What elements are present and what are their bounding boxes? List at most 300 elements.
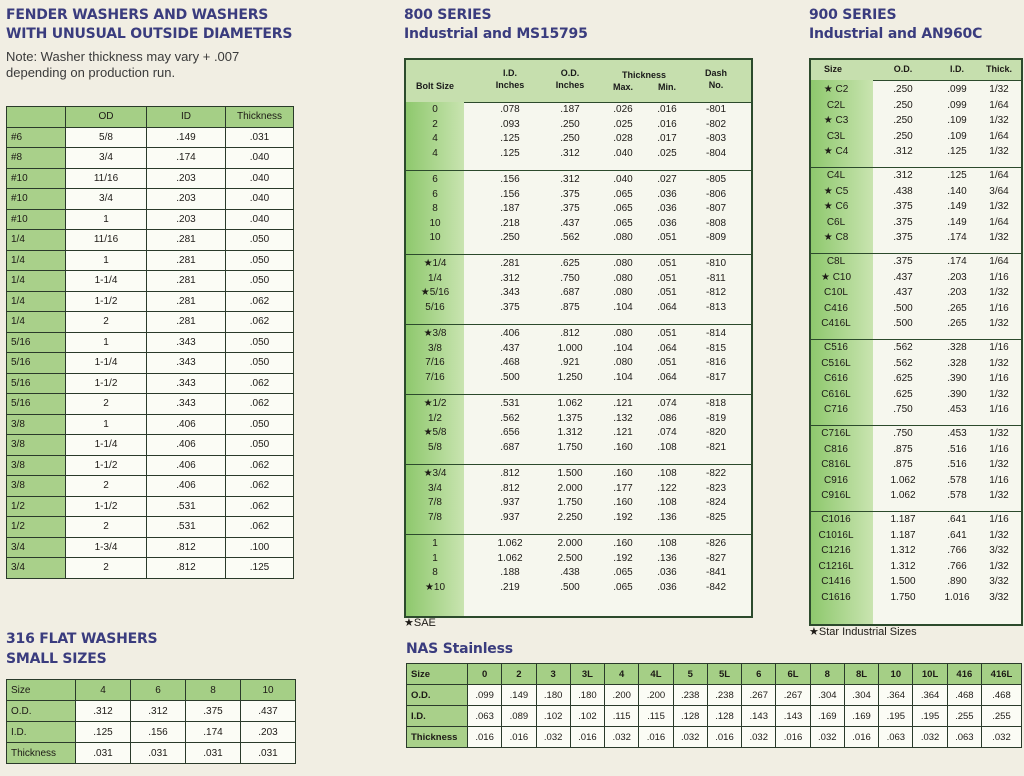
table-cell: .016: [776, 727, 810, 748]
table-row: [406, 497, 751, 511]
table-cell: .195: [879, 706, 913, 727]
table-cell: .281: [147, 291, 226, 312]
table-cell: -807: [705, 203, 726, 215]
bolt-size-cell: 2: [432, 118, 438, 130]
bolt-size-cell: ★10: [424, 581, 446, 593]
table-cell: .149: [502, 685, 536, 706]
table-cell: .812: [147, 537, 226, 558]
table-cell: .125: [947, 170, 967, 181]
size-cell: ★ C5: [823, 185, 849, 197]
group-divider: [811, 253, 1021, 254]
table-cell: .143: [742, 706, 776, 727]
table-cell: -821: [705, 441, 726, 453]
table-cell: -814: [705, 328, 726, 339]
column-header: Thick.: [985, 64, 1012, 74]
table-cell: .390: [947, 373, 967, 385]
table-cell: -805: [705, 174, 726, 185]
column-header: Inches: [555, 80, 585, 90]
size-cell: C1216L: [818, 560, 854, 572]
table-cell: 1.016: [944, 592, 970, 603]
table-cell: .032: [673, 727, 707, 748]
table-cell: 1/32: [989, 357, 1009, 369]
column-header: 4L: [639, 664, 673, 685]
column-header: Thickness: [621, 70, 667, 80]
column-header: 2: [502, 664, 536, 685]
table-cell: .040: [613, 174, 633, 185]
table-cell: 1/16: [989, 271, 1009, 283]
table-cell: .188: [500, 567, 520, 579]
table-row: [7, 537, 294, 558]
table-cell: -804: [705, 147, 726, 159]
table-row: [406, 398, 751, 412]
table-cell: .051: [657, 287, 677, 299]
table-cell: .125: [500, 133, 520, 145]
table-cell: .468: [981, 685, 1021, 706]
table-cell: .375: [893, 232, 913, 244]
table-cell: -822: [705, 468, 726, 479]
table-cell: .080: [613, 287, 633, 299]
table-row: [406, 442, 751, 456]
table-cell: .016: [707, 727, 741, 748]
table-cell: 1-3/4: [66, 537, 147, 558]
table-cell: .050: [226, 230, 294, 251]
bolt-size-cell: 3/8: [7, 476, 66, 497]
table-row: [7, 168, 294, 189]
table-cell: .312: [500, 272, 520, 284]
table-cell: .062: [226, 394, 294, 415]
column-header: 10: [241, 680, 296, 701]
table-cell: .437: [893, 287, 913, 299]
table-row: [811, 514, 1021, 528]
table-cell: .074: [657, 398, 677, 409]
table-row: [811, 490, 1021, 504]
table-cell: .050: [226, 353, 294, 374]
bolt-size-cell: 3/4: [7, 558, 66, 579]
size-cell: C2L: [826, 99, 846, 111]
bolt-size-cell: #10: [7, 189, 66, 210]
size-cell: C616L: [821, 388, 851, 400]
table-cell: 1.000: [557, 342, 583, 354]
bolt-size-cell: 3/4: [7, 537, 66, 558]
table-cell: .375: [560, 188, 580, 200]
table-cell: 2: [66, 558, 147, 579]
table-cell: .064: [657, 301, 677, 313]
fender-note-line1: Note: Washer thickness may vary + .007: [6, 49, 240, 64]
fender-note-line2: depending on production run.: [6, 65, 176, 80]
table-cell: 1.375: [557, 412, 583, 424]
table-row: [406, 218, 751, 232]
column-header: 8: [186, 680, 241, 701]
table-cell: .304: [844, 685, 878, 706]
table-cell: .453: [947, 404, 967, 416]
table-row: [811, 358, 1021, 372]
row-label: I.D.: [7, 722, 76, 743]
table-row: [406, 287, 751, 301]
table-cell: -841: [705, 567, 726, 579]
table-header-row: [7, 107, 294, 128]
table-cell: 1/64: [989, 256, 1009, 267]
table-cell: .192: [613, 511, 633, 523]
table-cell: -816: [705, 357, 726, 369]
size-cell: ★ C2: [823, 84, 849, 95]
table-cell: 1.062: [890, 490, 916, 502]
table-cell: .312: [893, 146, 913, 158]
table-cell: 1/32: [989, 388, 1009, 400]
table-cell: .390: [947, 388, 967, 400]
table-row: [7, 353, 294, 374]
row-label: Thickness: [407, 727, 468, 748]
bolt-size-cell: 8: [432, 567, 438, 579]
column-header: Dash: [704, 68, 727, 78]
size-cell: C716L: [821, 428, 851, 439]
table-row: [7, 455, 294, 476]
table-cell: .578: [947, 490, 967, 502]
table-cell: .036: [657, 188, 677, 200]
table-row: [406, 468, 751, 482]
table-cell: .143: [776, 706, 810, 727]
table-row: [406, 104, 751, 118]
table-row: [811, 318, 1021, 332]
table-cell: .036: [657, 581, 677, 593]
table-cell: 1/32: [989, 490, 1009, 502]
bolt-size-cell: 1: [432, 552, 438, 564]
table-header-row: [7, 680, 296, 701]
table-row: [406, 553, 751, 567]
bolt-size-cell: #10: [7, 209, 66, 230]
column-header: 416: [947, 664, 981, 685]
table-cell: .250: [893, 130, 913, 142]
bolt-size-cell: 1/4: [7, 312, 66, 333]
table-cell: .115: [639, 706, 673, 727]
table-cell: .062: [226, 373, 294, 394]
table-cell: 2: [66, 312, 147, 333]
table-cell: .238: [673, 685, 707, 706]
table-cell: -826: [705, 538, 726, 549]
table-cell: .406: [147, 414, 226, 435]
table-row: [7, 373, 294, 394]
table-cell: .136: [657, 511, 677, 523]
table-cell: .080: [613, 357, 633, 369]
table-cell: .050: [226, 271, 294, 292]
table-cell: .255: [947, 706, 981, 727]
table-cell: .468: [947, 685, 981, 706]
bolt-size-cell: 4: [432, 147, 438, 159]
table-cell: .099: [947, 99, 967, 111]
bolt-size-cell: ★1/2: [423, 398, 447, 409]
table-cell: .766: [947, 560, 967, 572]
table-cell: 1-1/4: [66, 271, 147, 292]
table-cell: .562: [893, 357, 913, 369]
table-cell: .875: [893, 443, 913, 455]
table-cell: 1/16: [989, 302, 1009, 314]
table-cell: .108: [657, 538, 677, 549]
size-cell: C916L: [821, 490, 851, 502]
table-cell: .562: [560, 232, 580, 244]
table-cell: .180: [570, 685, 604, 706]
table-cell: .174: [186, 722, 241, 743]
table-cell: .281: [147, 230, 226, 251]
table-cell: .375: [893, 201, 913, 213]
table-row: [406, 512, 751, 526]
table-cell: -813: [705, 301, 726, 313]
column-header: 5L: [707, 664, 741, 685]
table-cell: .312: [560, 174, 580, 185]
table-cell: 1.062: [497, 552, 523, 564]
table-cell: 1/16: [989, 474, 1009, 486]
table-cell: .406: [147, 455, 226, 476]
table-cell: .036: [657, 217, 677, 229]
table-cell: -808: [705, 217, 726, 229]
bolt-size-cell: ★3/8: [423, 328, 447, 339]
bolt-size-cell: 3/8: [7, 455, 66, 476]
table-cell: .375: [560, 203, 580, 215]
column-header: Size: [823, 64, 842, 74]
bolt-size-cell: 3/4: [428, 482, 442, 494]
table-cell: .065: [613, 188, 633, 200]
group-divider: [406, 254, 751, 255]
table-cell: .750: [893, 428, 913, 439]
table-cell: .203: [147, 168, 226, 189]
table-cell: .016: [844, 727, 878, 748]
table-cell: -806: [705, 188, 726, 200]
bolt-size-cell: 8: [432, 203, 438, 215]
column-header: No.: [708, 80, 724, 90]
table-cell: .121: [613, 427, 633, 439]
bolt-size-cell: 1/4: [7, 250, 66, 271]
column-header: [7, 107, 66, 128]
group-divider: [406, 324, 751, 325]
table-cell: .040: [226, 148, 294, 169]
table-cell: .062: [226, 517, 294, 538]
table-cell: .255: [981, 706, 1021, 727]
table-row: [811, 100, 1021, 114]
table-cell: .312: [76, 701, 131, 722]
table-cell: 1.500: [557, 468, 583, 479]
column-header: Size: [407, 664, 468, 685]
nas-title: NAS Stainless: [406, 641, 513, 657]
table-cell: .063: [947, 727, 981, 748]
column-header: O.D.: [893, 64, 913, 74]
table-row: [7, 291, 294, 312]
table-cell: 1.250: [557, 371, 583, 383]
group-divider: [811, 167, 1021, 168]
table-cell: .250: [893, 84, 913, 95]
table-cell: .174: [147, 148, 226, 169]
table-cell: .028: [613, 133, 633, 145]
table-row: [406, 119, 751, 133]
size-cell: C516: [824, 342, 848, 353]
bolt-size-cell: 1/2: [7, 517, 66, 538]
table-cell: .050: [226, 435, 294, 456]
bolt-size-cell: 7/8: [428, 497, 442, 509]
group-divider: [811, 339, 1021, 340]
table-cell: .062: [226, 455, 294, 476]
bolt-size-cell: 5/16: [7, 353, 66, 374]
row-label: I.D.: [407, 706, 468, 727]
table-row: [7, 476, 294, 497]
table-cell: 1/32: [989, 232, 1009, 244]
table-row: [811, 287, 1021, 301]
column-header: 0: [468, 664, 502, 685]
table-row: [811, 444, 1021, 458]
column-header: I.D.: [502, 68, 517, 78]
table-row: [406, 357, 751, 371]
table-cell: .343: [500, 287, 520, 299]
table-cell: .375: [893, 216, 913, 228]
table-cell: .203: [147, 189, 226, 210]
size-cell: C916: [824, 474, 848, 486]
table-cell: .500: [893, 302, 913, 314]
table-cell: 11/16: [66, 168, 147, 189]
table-cell: .687: [500, 441, 520, 453]
table-cell: .156: [500, 188, 520, 200]
table-cell: .051: [657, 232, 677, 244]
table-cell: .125: [947, 146, 967, 158]
table-row: [811, 303, 1021, 317]
table-cell: .027: [657, 174, 677, 185]
bolt-size-cell: 7/16: [425, 357, 445, 369]
table-row: [811, 475, 1021, 489]
table-row: [811, 561, 1021, 575]
table-cell: .218: [500, 217, 520, 229]
bolt-size-cell: 3/8: [7, 435, 66, 456]
table-cell: .750: [560, 272, 580, 284]
table-cell: .250: [893, 99, 913, 111]
table-cell: -809: [705, 232, 726, 244]
table-cell: .562: [893, 342, 913, 353]
table-cell: 2: [66, 476, 147, 497]
table-cell: .040: [226, 168, 294, 189]
table-row: [811, 342, 1021, 356]
table-cell: 1/32: [989, 560, 1009, 572]
s900-title-line2: Industrial and AN960C: [809, 26, 983, 42]
table-cell: .064: [657, 371, 677, 383]
table-cell: .031: [76, 743, 131, 764]
table-cell: .051: [657, 258, 677, 269]
table-cell: .625: [893, 373, 913, 385]
bolt-size-cell: 1/4: [428, 272, 442, 284]
table-cell: -825: [705, 511, 726, 523]
table-row: [406, 567, 751, 581]
table-row: [7, 271, 294, 292]
table-cell: .031: [226, 127, 294, 148]
table-cell: .625: [893, 388, 913, 400]
column-header: Size: [7, 680, 76, 701]
size-cell: C1416: [821, 576, 851, 588]
table-row: [407, 706, 1022, 727]
table-row: [811, 592, 1021, 606]
table-cell: .267: [742, 685, 776, 706]
table-cell: .562: [500, 412, 520, 424]
table-cell: .121: [613, 398, 633, 409]
table-row: [406, 302, 751, 316]
table-row: [406, 372, 751, 386]
table-cell: 1.187: [890, 529, 916, 541]
table-cell: .109: [947, 115, 967, 127]
size-cell: C816: [824, 443, 848, 455]
table-cell: .016: [570, 727, 604, 748]
table-cell: .238: [707, 685, 741, 706]
table-cell: 3/32: [989, 576, 1009, 588]
table-cell: .375: [893, 256, 913, 267]
table-cell: .062: [226, 496, 294, 517]
group-divider: [406, 170, 751, 171]
column-header: Thickness: [226, 107, 294, 128]
table-cell: -811: [706, 272, 726, 284]
table-cell: .177: [613, 482, 633, 494]
size-cell: C10L: [824, 287, 848, 299]
column-header: Bolt Size: [415, 81, 454, 91]
column-header: Inches: [495, 80, 525, 90]
size-cell: ★ C4: [823, 146, 849, 158]
s800-title-line1: 800 SERIES: [404, 7, 492, 23]
size-cell: C716: [824, 404, 848, 416]
table-cell: .063: [879, 727, 913, 748]
table-cell: .174: [947, 232, 967, 244]
table-cell: .937: [500, 497, 520, 509]
table-cell: .080: [613, 272, 633, 284]
table-cell: .921: [560, 357, 580, 369]
table-cell: -842: [705, 581, 726, 593]
table-cell: .328: [947, 357, 967, 369]
bolt-size-cell: 4: [432, 133, 438, 145]
bolt-size-cell: 6: [432, 188, 438, 200]
table-cell: .051: [657, 357, 677, 369]
table-cell: 3/4: [66, 189, 147, 210]
table-cell: .937: [500, 511, 520, 523]
bolt-size-cell: 10: [429, 232, 441, 244]
table-row: [7, 496, 294, 517]
table-cell: .890: [947, 576, 967, 588]
table-cell: .343: [147, 353, 226, 374]
table-row: [811, 217, 1021, 231]
table-cell: .136: [657, 552, 677, 564]
table-cell: 1.312: [557, 427, 583, 439]
table-cell: .192: [613, 552, 633, 564]
column-header: I.D.: [949, 64, 964, 74]
table-cell: .265: [947, 302, 967, 314]
column-header: 3: [536, 664, 570, 685]
table-cell: .531: [147, 496, 226, 517]
table-cell: .031: [186, 743, 241, 764]
table-cell: .093: [500, 118, 520, 130]
table-cell: .016: [657, 118, 677, 130]
bolt-size-cell: 1/2: [428, 412, 442, 424]
table-cell: .500: [500, 371, 520, 383]
table-cell: .122: [657, 482, 677, 494]
table-cell: .766: [947, 545, 967, 557]
table-cell: 3/4: [66, 148, 147, 169]
table-cell: 1/64: [989, 130, 1009, 142]
table-row: [7, 517, 294, 538]
table-row: [406, 203, 751, 217]
bolt-size-cell: #10: [7, 168, 66, 189]
table-cell: .625: [560, 258, 580, 269]
size-cell: ★ C3: [823, 115, 849, 127]
table-row: [406, 174, 751, 188]
table-row: [811, 146, 1021, 160]
group-divider: [811, 425, 1021, 426]
table-cell: .812: [560, 328, 580, 339]
table-cell: 2.500: [557, 552, 583, 564]
table-cell: .281: [147, 271, 226, 292]
table-cell: .074: [657, 427, 677, 439]
table-row: [7, 558, 294, 579]
table-cell: .812: [147, 558, 226, 579]
table-cell: .453: [947, 428, 967, 439]
column-header: 8: [810, 664, 844, 685]
table-cell: .032: [810, 727, 844, 748]
